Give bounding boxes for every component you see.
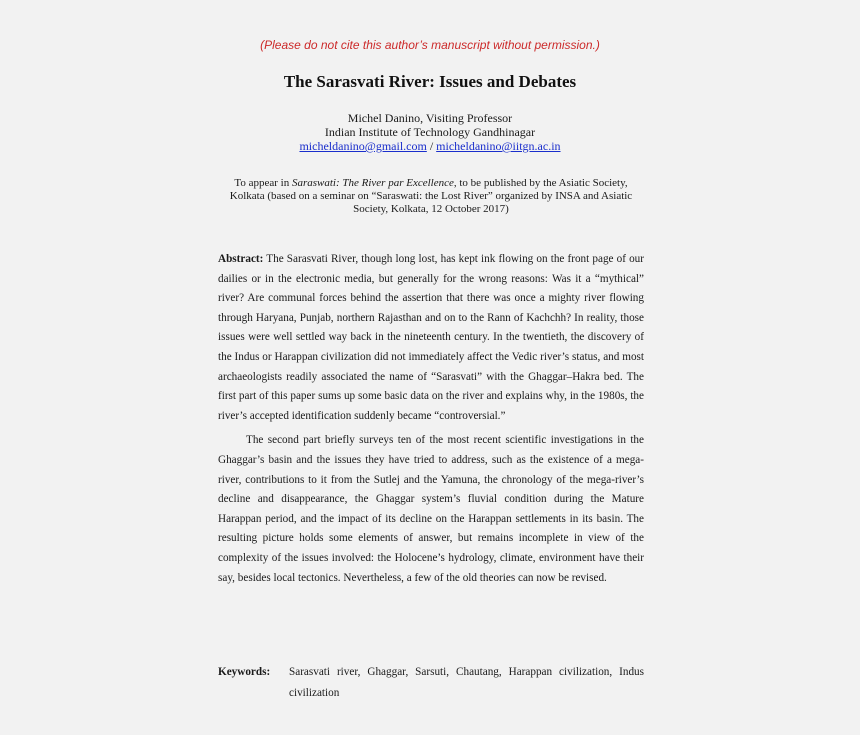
- publication-note-prefix: To appear in: [234, 177, 292, 189]
- keywords-section: [218, 662, 644, 704]
- author-name: Michel Danino, Visiting Professor: [347, 111, 513, 125]
- email-link-iitgn[interactable]: micheldanino@iitgn.ac.in: [436, 139, 561, 153]
- abstract-section: [218, 250, 644, 588]
- email-link-gmail[interactable]: micheldanino@gmail.com: [299, 139, 427, 153]
- publication-note: [228, 177, 634, 216]
- abstract-paragraph-2: The second part briefly surveys ten of the most recent scientific investigations in the Ghaggar’s basin and the issues they have tried to address, such as the existence of a mega-river, contributions to it from the Sutlej and the Yamuna, the chronology of the mega-river’s decline and disappearance, the Ghaggar system’s fluvial condition during the Mature Harappan period, and the impact of its decline on the Harappan settlements in its basin. The resulting picture holds some elements of answer, but remains incomplete in view of the complexity of the issues involved: the Holocene’s hydrology, climate, environment have their say, besides local tectonics. Nevertheless, a few of the old theories can now be revised.: [218, 434, 644, 584]
- author-block: [0, 111, 860, 153]
- author-affiliation: Indian Institute of Technology Gandhinagar: [324, 125, 536, 139]
- keywords-text: Sarasvati river, Ghaggar, Sarsuti, Chautang, Harappan civilization, Indus civilization: [289, 666, 644, 699]
- abstract-text: The Sarasvati River, though long lost, has kept ink flowing on the front page of our dailies or in the electronic media, but generally for the wrong reasons: Was it a “mythical” river? Are communal forces behind the assertion that there was once a mighty river flowing through Haryana, Punjab, northern Rajasthan and on to the Rann of Kachchh? In reality, those issues were well settled way back in the nineteenth century. In the twentieth, the discovery of the Indus or Harappan civilization did not immediately affect the Vedic river’s status, and most archaeologists readily associated the name of “Sarasvati” with the Ghaggar–Hakra bed. The first part of this paper sums up some basic data on the river and explains why, in the 1980s, the river’s accepted identification suddenly became “controversial.”: [218, 253, 644, 422]
- keywords-label: Keywords:: [218, 666, 271, 678]
- email-separator: /: [426, 139, 437, 153]
- paper-title: The Sarasvati River: Issues and Debates: [283, 72, 577, 91]
- publication-note-suffix: , to be published by the Asiatic Society, Kolkata (based on a seminar on “Saraswati: the Lost River” organized by INSA and Asiatic Society, Kolkata, 12 October 2017): [229, 177, 633, 215]
- abstract-label: Abstract:: [218, 253, 264, 265]
- book-title: Saraswati: The River par Excellence: [291, 177, 454, 189]
- abstract-paragraph-1: [218, 250, 644, 426]
- author-emails: [0, 139, 860, 153]
- citation-notice: (Please do not cite this author’s manuscript without permission.): [260, 38, 600, 52]
